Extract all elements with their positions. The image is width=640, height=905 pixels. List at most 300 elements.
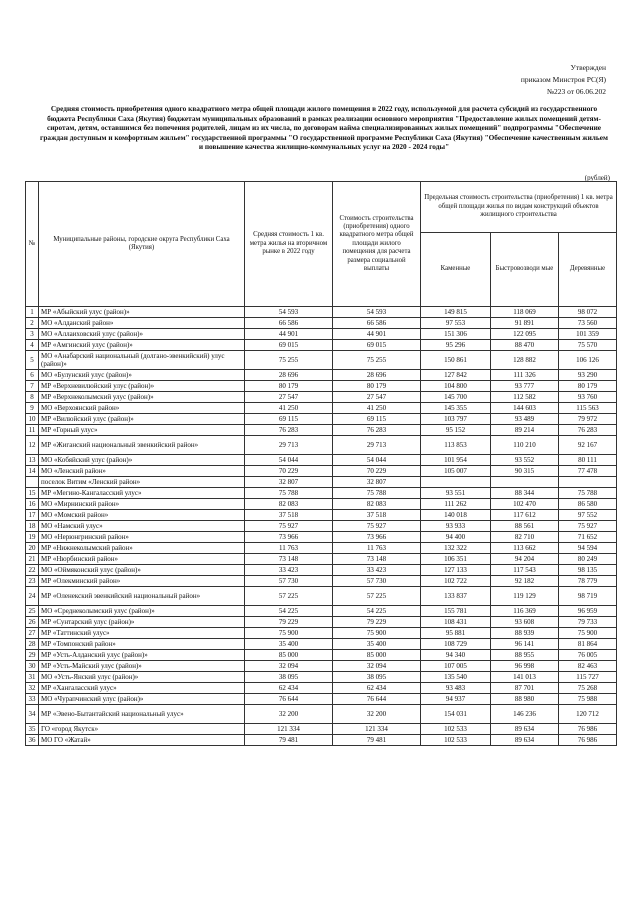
header-district: Муниципальные районы, городские округа Республики Саха (Якутия): [39, 182, 245, 307]
construction-cost: 75 255: [333, 351, 421, 370]
wood-limit: [559, 477, 617, 488]
row-number: 11: [26, 425, 39, 436]
prefab-limit: 89 634: [491, 735, 559, 746]
table-row: [26, 705, 617, 724]
row-number: 24: [26, 587, 39, 606]
prefab-limit: 90 315: [491, 466, 559, 477]
wood-limit: 115 563: [559, 403, 617, 414]
district-name: МО «Момский район»: [39, 510, 245, 521]
wood-limit: 115 727: [559, 672, 617, 683]
wood-limit: 73 560: [559, 318, 617, 329]
wood-limit: 94 594: [559, 543, 617, 554]
row-number: 5: [26, 351, 39, 370]
wood-limit: 86 580: [559, 499, 617, 510]
district-name: МО «Намский улус»: [39, 521, 245, 532]
construction-cost: 29 713: [333, 436, 421, 455]
row-number: 1: [26, 307, 39, 318]
table-row: [26, 510, 617, 521]
table-row: [26, 370, 617, 381]
stone-limit: 154 031: [421, 705, 491, 724]
prefab-limit: 88 955: [491, 650, 559, 661]
table-row: [26, 455, 617, 466]
prefab-limit: 141 013: [491, 672, 559, 683]
wood-limit: 82 463: [559, 661, 617, 672]
avg-secondary-price: 54 593: [245, 307, 333, 318]
avg-secondary-price: 57 730: [245, 576, 333, 587]
avg-secondary-price: 82 083: [245, 499, 333, 510]
wood-limit: 75 570: [559, 340, 617, 351]
avg-secondary-price: 66 586: [245, 318, 333, 329]
avg-secondary-price: 85 000: [245, 650, 333, 661]
avg-secondary-price: 41 250: [245, 403, 333, 414]
stone-limit: 133 837: [421, 587, 491, 606]
approval-line-3: №223 от 06.06.202: [546, 87, 606, 96]
table-row: [26, 576, 617, 587]
prefab-limit: 144 603: [491, 403, 559, 414]
district-name: МР «Оленекский эвенкийский национальный район»: [39, 587, 245, 606]
prefab-limit: 122 095: [491, 329, 559, 340]
stone-limit: 101 954: [421, 455, 491, 466]
district-name: МР «Амгинский улус (район)»: [39, 340, 245, 351]
table-row: [26, 617, 617, 628]
row-number: 12: [26, 436, 39, 455]
stone-limit: 94 400: [421, 532, 491, 543]
table-row: [26, 466, 617, 477]
table-row: [26, 381, 617, 392]
district-name: МО «Нерюнгринский район»: [39, 532, 245, 543]
row-number: 34: [26, 705, 39, 724]
district-name: МР «Усть-Майский улус (район)»: [39, 661, 245, 672]
district-name: МО «Кобяйский улус (район)»: [39, 455, 245, 466]
wood-limit: 75 988: [559, 694, 617, 705]
table-row: [26, 650, 617, 661]
wood-limit: 75 927: [559, 521, 617, 532]
header-prefab: Быстровозводи мые: [491, 233, 559, 307]
row-number: 28: [26, 639, 39, 650]
construction-cost: 27 547: [333, 392, 421, 403]
avg-secondary-price: 75 900: [245, 628, 333, 639]
construction-cost: 75 900: [333, 628, 421, 639]
district-name: МР «Вилюйский улус (район)»: [39, 414, 245, 425]
avg-secondary-price: 79 481: [245, 735, 333, 746]
row-number: 30: [26, 661, 39, 672]
wood-limit: 75 268: [559, 683, 617, 694]
district-name: МР «Нюрбинский район»: [39, 554, 245, 565]
header-stone: Каменные: [421, 233, 491, 307]
table-row: [26, 392, 617, 403]
table-row: [26, 521, 617, 532]
stone-limit: 102 533: [421, 724, 491, 735]
table-row: [26, 543, 617, 554]
table-row: [26, 414, 617, 425]
table-body: [26, 307, 617, 746]
avg-secondary-price: 32 200: [245, 705, 333, 724]
avg-secondary-price: 121 334: [245, 724, 333, 735]
row-number: 14: [26, 466, 39, 477]
prefab-limit: 102 470: [491, 499, 559, 510]
wood-limit: 120 712: [559, 705, 617, 724]
district-name: МР «Мегино-Кангаласский улус»: [39, 488, 245, 499]
construction-cost: 75 788: [333, 488, 421, 499]
stone-limit: 132 322: [421, 543, 491, 554]
table-row: [26, 724, 617, 735]
avg-secondary-price: 62 434: [245, 683, 333, 694]
document-title: Средняя стоимость приобретения одного квадратного метра общей площади жилого помещения в 2022 году, используемой для расчета субсидий из государственного бюджета Республики Саха (Якутия) бюджетам муниципальных образований в рамках реализации основного мероприятия "Предоставление жилых помещений детям-сиротам, детям, оставшимся без попечения родителей, лицам из их числа, по договорам найма специализированных жилых помещений" подпрограммы "Обеспечение граждан доступным и комфортным жильем" государственной программы "О государственной программе Республики Саха (Якутия) "Обеспечение качественным жильем и повышение качества жилищно-коммунальных услуг на 2020 - 2024 годы": [40, 104, 608, 152]
district-name: МО «Верхоянский район»: [39, 403, 245, 414]
table-row: [26, 329, 617, 340]
construction-cost: 35 400: [333, 639, 421, 650]
header-num: №: [26, 182, 39, 307]
construction-cost: 32 807: [333, 477, 421, 488]
row-number: 35: [26, 724, 39, 735]
table-row: [26, 587, 617, 606]
stone-limit: 140 018: [421, 510, 491, 521]
stone-limit: 113 853: [421, 436, 491, 455]
stone-limit: 97 553: [421, 318, 491, 329]
avg-secondary-price: 80 179: [245, 381, 333, 392]
row-number: 27: [26, 628, 39, 639]
stone-limit: 93 933: [421, 521, 491, 532]
stone-limit: 102 722: [421, 576, 491, 587]
prefab-limit: 116 369: [491, 606, 559, 617]
prefab-limit: 93 608: [491, 617, 559, 628]
wood-limit: 76 283: [559, 425, 617, 436]
district-name: МР «Жиганский национальный эвенкийский район»: [39, 436, 245, 455]
approval-line-2: приказом Минстроя РС(Я): [520, 75, 606, 84]
avg-secondary-price: 69 115: [245, 414, 333, 425]
avg-secondary-price: 79 229: [245, 617, 333, 628]
avg-secondary-price: 76 283: [245, 425, 333, 436]
wood-limit: 80 111: [559, 455, 617, 466]
wood-limit: 78 779: [559, 576, 617, 587]
units-label: (рублей): [584, 174, 610, 182]
stone-limit: 145 700: [421, 392, 491, 403]
construction-cost: 79 229: [333, 617, 421, 628]
avg-secondary-price: 38 095: [245, 672, 333, 683]
district-name: МР «Усть-Алданский улус (район)»: [39, 650, 245, 661]
row-number: 15: [26, 488, 39, 499]
prefab-limit: 110 210: [491, 436, 559, 455]
table-row: [26, 532, 617, 543]
table-row: [26, 351, 617, 370]
row-number: 25: [26, 606, 39, 617]
row-number: 4: [26, 340, 39, 351]
stone-limit: 93 483: [421, 683, 491, 694]
prefab-limit: 93 489: [491, 414, 559, 425]
wood-limit: 92 167: [559, 436, 617, 455]
row-number: 13: [26, 455, 39, 466]
stone-limit: 95 881: [421, 628, 491, 639]
construction-cost: 79 481: [333, 735, 421, 746]
wood-limit: 76 986: [559, 735, 617, 746]
wood-limit: 71 652: [559, 532, 617, 543]
stone-limit: 103 797: [421, 414, 491, 425]
table-row: [26, 661, 617, 672]
stone-limit: 95 296: [421, 340, 491, 351]
avg-secondary-price: 75 788: [245, 488, 333, 499]
construction-cost: 62 434: [333, 683, 421, 694]
stone-limit: 145 355: [421, 403, 491, 414]
construction-cost: 28 696: [333, 370, 421, 381]
row-number: 2: [26, 318, 39, 329]
prefab-limit: 93 552: [491, 455, 559, 466]
district-name: МО «Анабарский национальный (долгано-эвенкийский) улус (район)»: [39, 351, 245, 370]
prefab-limit: 113 662: [491, 543, 559, 554]
district-name: МР «Эвено-Бытантайский национальный улус»: [39, 705, 245, 724]
row-number: 10: [26, 414, 39, 425]
district-name: МР «Горный улус»: [39, 425, 245, 436]
avg-secondary-price: 75 927: [245, 521, 333, 532]
wood-limit: 80 179: [559, 381, 617, 392]
wood-limit: 98 719: [559, 587, 617, 606]
cost-table: [25, 181, 617, 746]
prefab-limit: 111 326: [491, 370, 559, 381]
stone-limit: 94 340: [421, 650, 491, 661]
district-name: МО «Усть-Янский улус (район)»: [39, 672, 245, 683]
avg-secondary-price: 33 423: [245, 565, 333, 576]
row-number: 22: [26, 565, 39, 576]
approval-stamp: [486, 62, 606, 98]
row-number: 31: [26, 672, 39, 683]
district-name: МО «Ленский район»: [39, 466, 245, 477]
construction-cost: 121 334: [333, 724, 421, 735]
table-row: [26, 683, 617, 694]
district-name: МР «Верхнеколымский улус (район)»: [39, 392, 245, 403]
construction-cost: 37 518: [333, 510, 421, 521]
table-row: [26, 477, 617, 488]
construction-cost: 69 115: [333, 414, 421, 425]
row-number: 7: [26, 381, 39, 392]
construction-cost: 85 000: [333, 650, 421, 661]
avg-secondary-price: 54 044: [245, 455, 333, 466]
construction-cost: 66 586: [333, 318, 421, 329]
construction-cost: 80 179: [333, 381, 421, 392]
table-row: [26, 488, 617, 499]
stone-limit: 108 431: [421, 617, 491, 628]
district-name: МР «Томпонский район»: [39, 639, 245, 650]
wood-limit: 98 135: [559, 565, 617, 576]
prefab-limit: [491, 477, 559, 488]
district-name: МО «Чурапчинский улус (район)»: [39, 694, 245, 705]
prefab-limit: 117 612: [491, 510, 559, 521]
table-row: [26, 436, 617, 455]
header-limit-group: Предельная стоимость строительства (приобретения) 1 кв. метра общей площади жилья по видам конструкций объектов жилищного строительства: [421, 182, 617, 233]
avg-secondary-price: 32 094: [245, 661, 333, 672]
construction-cost: 75 927: [333, 521, 421, 532]
construction-cost: 32 200: [333, 705, 421, 724]
construction-cost: 54 044: [333, 455, 421, 466]
avg-secondary-price: 28 696: [245, 370, 333, 381]
row-number: 23: [26, 576, 39, 587]
avg-secondary-price: 57 225: [245, 587, 333, 606]
wood-limit: 81 864: [559, 639, 617, 650]
row-number: 6: [26, 370, 39, 381]
prefab-limit: 91 891: [491, 318, 559, 329]
construction-cost: 54 225: [333, 606, 421, 617]
stone-limit: 151 306: [421, 329, 491, 340]
prefab-limit: 128 882: [491, 351, 559, 370]
district-name: МО «Среднеколымский улус (район)»: [39, 606, 245, 617]
row-number: 36: [26, 735, 39, 746]
stone-limit: 107 005: [421, 661, 491, 672]
wood-limit: 76 986: [559, 724, 617, 735]
avg-secondary-price: 54 225: [245, 606, 333, 617]
wood-limit: 93 290: [559, 370, 617, 381]
construction-cost: 54 593: [333, 307, 421, 318]
stone-limit: [421, 477, 491, 488]
avg-secondary-price: 27 547: [245, 392, 333, 403]
stone-limit: 150 861: [421, 351, 491, 370]
construction-cost: 32 094: [333, 661, 421, 672]
stone-limit: 102 533: [421, 735, 491, 746]
table-row: [26, 606, 617, 617]
wood-limit: 98 072: [559, 307, 617, 318]
district-name: МР «Сунтарский улус (район)»: [39, 617, 245, 628]
avg-secondary-price: 69 015: [245, 340, 333, 351]
district-name: МО «Аллаиховский улус (район)»: [39, 329, 245, 340]
table-row: [26, 318, 617, 329]
wood-limit: 77 478: [559, 466, 617, 477]
stone-limit: 95 152: [421, 425, 491, 436]
stone-limit: 104 800: [421, 381, 491, 392]
district-name: МР «Верхневилюйский улус (район)»: [39, 381, 245, 392]
avg-secondary-price: 29 713: [245, 436, 333, 455]
district-name: ГО «город Якутск»: [39, 724, 245, 735]
prefab-limit: 93 777: [491, 381, 559, 392]
avg-secondary-price: 35 400: [245, 639, 333, 650]
stone-limit: 111 262: [421, 499, 491, 510]
header-construction-cost: Стоимость строительства (приобретения) одного квадратного метра общей площади жилого помещения для расчета размера социальной выплаты: [333, 182, 421, 307]
stone-limit: 155 781: [421, 606, 491, 617]
row-number: 29: [26, 650, 39, 661]
wood-limit: 101 359: [559, 329, 617, 340]
prefab-limit: 96 998: [491, 661, 559, 672]
prefab-limit: 146 236: [491, 705, 559, 724]
wood-limit: 96 959: [559, 606, 617, 617]
district-name: МР «Хангаласский улус»: [39, 683, 245, 694]
wood-limit: 79 733: [559, 617, 617, 628]
construction-cost: 73 966: [333, 532, 421, 543]
stone-limit: 149 815: [421, 307, 491, 318]
row-number: 33: [26, 694, 39, 705]
row-number: 17: [26, 510, 39, 521]
table-row: [26, 340, 617, 351]
row-number: 8: [26, 392, 39, 403]
prefab-limit: 118 069: [491, 307, 559, 318]
district-name: МР «Олекминский район»: [39, 576, 245, 587]
avg-secondary-price: 76 644: [245, 694, 333, 705]
row-number: 20: [26, 543, 39, 554]
table-row: [26, 628, 617, 639]
header-wood: Деревянные: [559, 233, 617, 307]
wood-limit: 80 249: [559, 554, 617, 565]
row-number: [26, 477, 39, 488]
construction-cost: 70 229: [333, 466, 421, 477]
district-name: МР «Таттинский улус»: [39, 628, 245, 639]
wood-limit: 97 552: [559, 510, 617, 521]
district-name: МО «Булунский улус (район)»: [39, 370, 245, 381]
district-name: МО «Мирнинский район»: [39, 499, 245, 510]
prefab-limit: 88 561: [491, 521, 559, 532]
stone-limit: 105 007: [421, 466, 491, 477]
prefab-limit: 96 141: [491, 639, 559, 650]
table-row: [26, 694, 617, 705]
construction-cost: 57 730: [333, 576, 421, 587]
table-row: [26, 565, 617, 576]
row-number: 19: [26, 532, 39, 543]
table-row: [26, 554, 617, 565]
construction-cost: 11 763: [333, 543, 421, 554]
row-number: 32: [26, 683, 39, 694]
district-name: МО ГО «Жатай»: [39, 735, 245, 746]
approval-line-1: Утвержден: [570, 63, 606, 72]
table-row: [26, 735, 617, 746]
construction-cost: 44 901: [333, 329, 421, 340]
table-row: [26, 307, 617, 318]
wood-limit: 79 972: [559, 414, 617, 425]
prefab-limit: 87 701: [491, 683, 559, 694]
row-number: 21: [26, 554, 39, 565]
construction-cost: 73 148: [333, 554, 421, 565]
wood-limit: 106 126: [559, 351, 617, 370]
district-name: МО «Алданский район»: [39, 318, 245, 329]
row-number: 3: [26, 329, 39, 340]
stone-limit: 135 540: [421, 672, 491, 683]
avg-secondary-price: 73 148: [245, 554, 333, 565]
wood-limit: 76 005: [559, 650, 617, 661]
table-row: [26, 499, 617, 510]
district-name: поселок Витим «Ленский район»: [39, 477, 245, 488]
prefab-limit: 94 204: [491, 554, 559, 565]
prefab-limit: 117 543: [491, 565, 559, 576]
avg-secondary-price: 70 229: [245, 466, 333, 477]
construction-cost: 69 015: [333, 340, 421, 351]
avg-secondary-price: 75 255: [245, 351, 333, 370]
prefab-limit: 88 470: [491, 340, 559, 351]
avg-secondary-price: 73 966: [245, 532, 333, 543]
table-row: [26, 672, 617, 683]
prefab-limit: 112 582: [491, 392, 559, 403]
district-name: МР «Нижнеколымский район»: [39, 543, 245, 554]
stone-limit: 106 351: [421, 554, 491, 565]
table-row: [26, 639, 617, 650]
prefab-limit: 88 980: [491, 694, 559, 705]
stone-limit: 108 729: [421, 639, 491, 650]
row-number: 26: [26, 617, 39, 628]
construction-cost: 33 423: [333, 565, 421, 576]
prefab-limit: 89 634: [491, 724, 559, 735]
avg-secondary-price: 11 763: [245, 543, 333, 554]
stone-limit: 127 133: [421, 565, 491, 576]
district-name: МО «Оймяконский улус (район)»: [39, 565, 245, 576]
avg-secondary-price: 32 807: [245, 477, 333, 488]
stone-limit: 127 842: [421, 370, 491, 381]
header-avg-secondary: Средняя стоимость 1 кв. метра жилья на вторичном рынке в 2022 году: [245, 182, 333, 307]
prefab-limit: 88 939: [491, 628, 559, 639]
wood-limit: 75 788: [559, 488, 617, 499]
construction-cost: 38 095: [333, 672, 421, 683]
construction-cost: 76 644: [333, 694, 421, 705]
wood-limit: 93 760: [559, 392, 617, 403]
district-name: МР «Абыйский улус (район)»: [39, 307, 245, 318]
construction-cost: 57 225: [333, 587, 421, 606]
row-number: 18: [26, 521, 39, 532]
construction-cost: 76 283: [333, 425, 421, 436]
avg-secondary-price: 37 518: [245, 510, 333, 521]
avg-secondary-price: 44 901: [245, 329, 333, 340]
prefab-limit: 89 214: [491, 425, 559, 436]
prefab-limit: 82 710: [491, 532, 559, 543]
